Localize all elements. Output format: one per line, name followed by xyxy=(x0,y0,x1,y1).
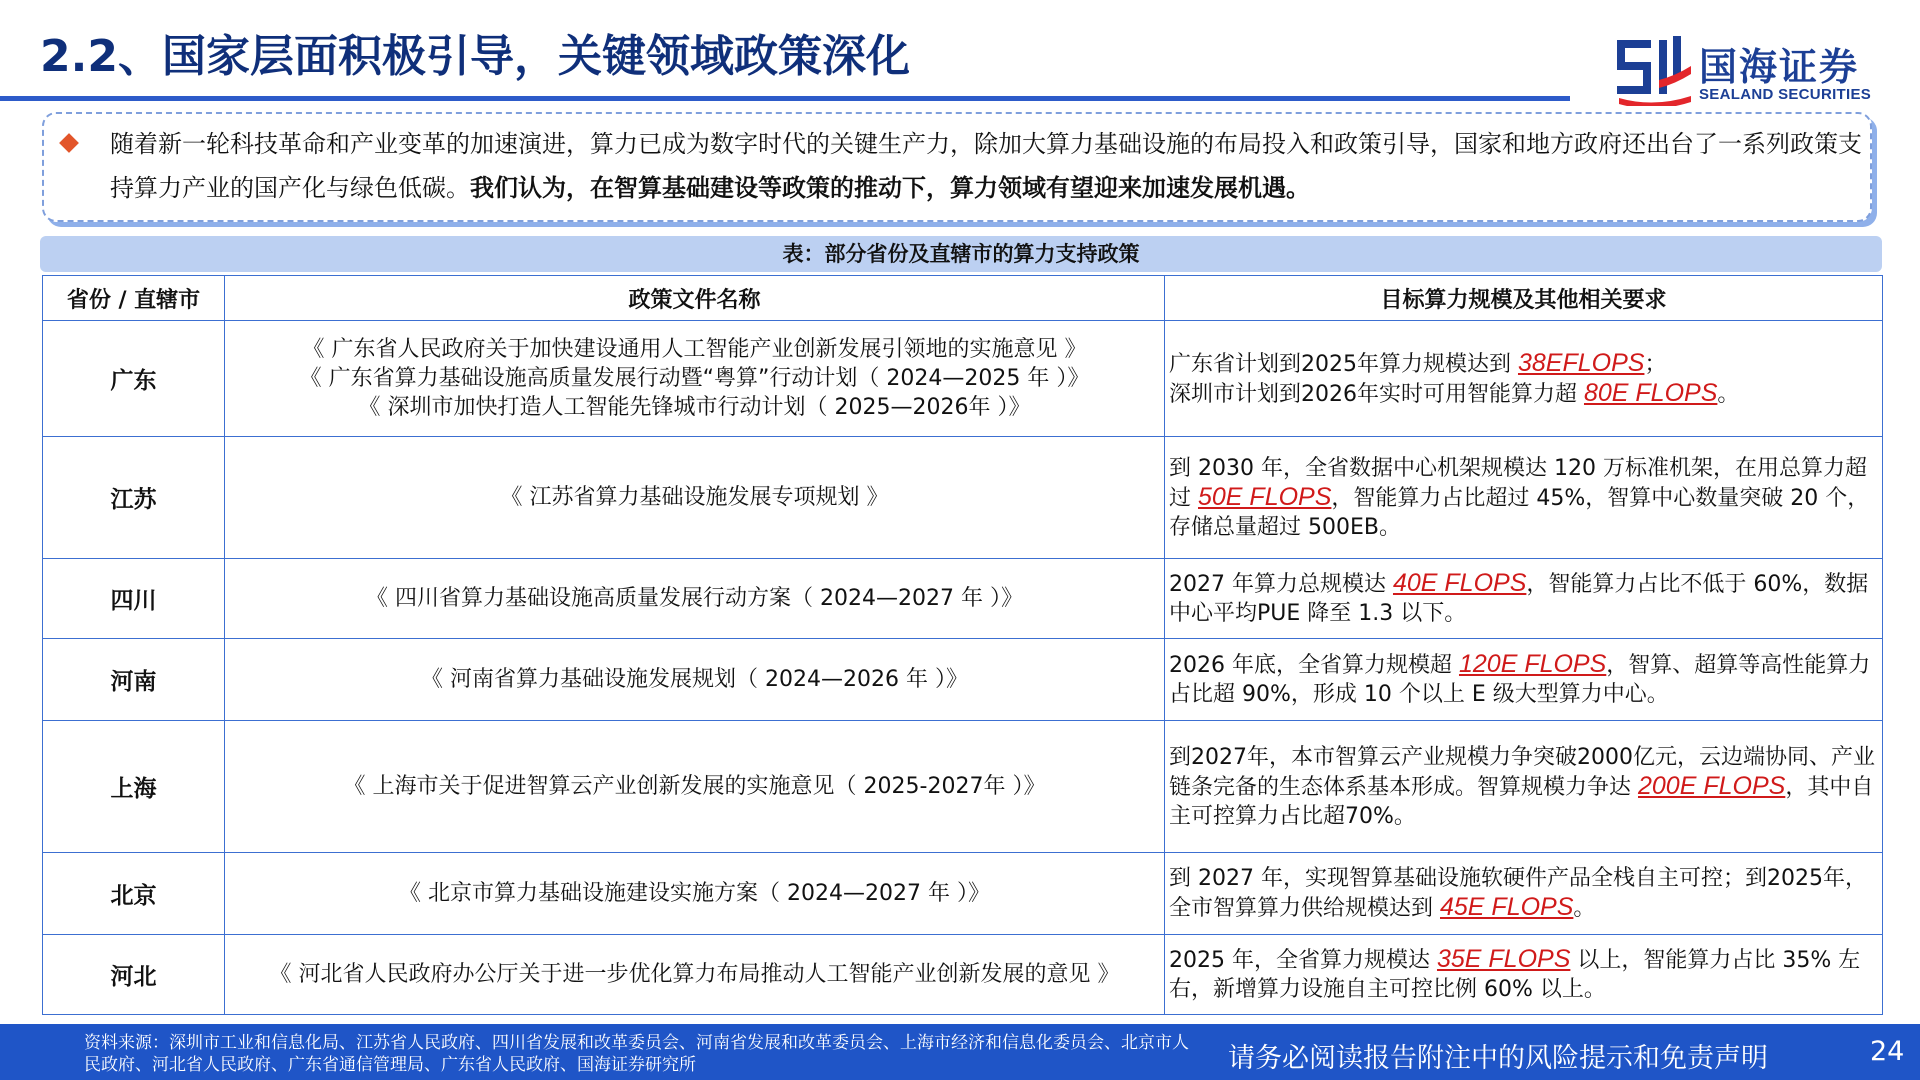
table-row xyxy=(43,721,1883,853)
province-cell: 河南 xyxy=(43,639,225,721)
table-row xyxy=(43,437,1883,559)
company-logo xyxy=(1615,36,1910,106)
footer-disclaimer: 请务必阅读报告附注中的风险提示和免责声明 xyxy=(1228,1043,1768,1074)
document-title: 《 河南省算力基础设施发展规划（ 2024—2026 年 ）》 xyxy=(421,667,968,692)
province-cell: 江苏 xyxy=(43,437,225,559)
document-title: 《 四川省算力基础设施高质量发展行动方案（ 2024—2027 年 ）》 xyxy=(366,586,1023,611)
table-header-row xyxy=(43,276,1883,321)
header-document: 政策文件名称 xyxy=(225,276,1165,321)
document-title: 《 深圳市加快打造人工智能先锋城市行动计划（ 2025—2026年 ）》 xyxy=(358,395,1031,420)
target-line xyxy=(1169,864,1878,923)
target-text: ，智能算力占比不低于 60%，数据中心平均PUE 降至 1.3 以下。 xyxy=(1169,572,1869,626)
document-cell xyxy=(225,853,1165,935)
footer-source: 资料来源：深圳市工业和信息化局、江苏省人民政府、四川省发展和改革委员会、河南省发展和改革委员会、上海市经济和信息化委员会、北京市人民政府、河北省人民政府、广东省通信管理局、广东省人民政府、国海证券研究所 xyxy=(84,1033,1189,1075)
province-cell: 四川 xyxy=(43,559,225,639)
logo-english-name: SEALAND SECURITIES xyxy=(1699,86,1872,103)
target-cell xyxy=(1165,639,1883,721)
target-text: ，智能算力占比超过 45%，智算中心数量突破 20 个，存储总量超过 500EB。 xyxy=(1169,485,1870,540)
target-text: 深圳市计划到2026年实时可用智能算力超 xyxy=(1169,381,1584,407)
target-cell xyxy=(1165,935,1883,1015)
target-highlight: 200E FLOPS xyxy=(1638,771,1786,800)
target-text: 2025 年，全省算力规模达 xyxy=(1169,948,1437,973)
document-cell xyxy=(225,935,1165,1015)
summary-bold: 我们认为，在智算基础建设等政策的推动下，算力领域有望迎来加速发展机遇。 xyxy=(470,174,1310,202)
target-line xyxy=(1169,349,1878,379)
target-line xyxy=(1169,379,1878,409)
document-title: 《 上海市关于促进智算云产业创新发展的实施意见（ 2025-2027年 ）》 xyxy=(343,774,1046,799)
table-row xyxy=(43,559,1883,639)
target-text: 到 2027 年，实现智算基础设施软硬件产品全栈自主可控；到2025年，全市智算算力供给规模达到 xyxy=(1169,866,1867,921)
logo-chinese-name: 国海证券 xyxy=(1699,45,1860,89)
document-cell xyxy=(225,639,1165,721)
target-cell xyxy=(1165,559,1883,639)
title-rule xyxy=(0,96,1570,101)
table-row xyxy=(43,639,1883,721)
target-highlight: 50E FLOPS xyxy=(1198,482,1332,511)
target-line xyxy=(1169,650,1878,709)
target-highlight: 38EFLOPS xyxy=(1517,348,1645,377)
table-row xyxy=(43,853,1883,935)
diamond-bullet-icon xyxy=(59,133,79,153)
province-cell: 广东 xyxy=(43,321,225,437)
page-number: 24 xyxy=(1870,1036,1905,1067)
document-title: 《 河北省人民政府办公厅关于进一步优化算力布局推动人工智能产业创新发展的意见 》 xyxy=(269,962,1120,987)
document-cell xyxy=(225,437,1165,559)
target-text: 广东省计划到2025年算力规模达到 xyxy=(1169,351,1518,377)
table-caption: 表：部分省份及直辖市的算力支持政策 xyxy=(40,236,1882,272)
province-cell: 北京 xyxy=(43,853,225,935)
target-highlight: 45E FLOPS xyxy=(1440,893,1574,921)
document-title: 《 江苏省算力基础设施发展专项规划 》 xyxy=(500,485,889,510)
target-line xyxy=(1169,743,1878,831)
target-text: 到 2030 年，全省数据中心机架规模达 120 万标准机架，在用总算力超过 xyxy=(1169,455,1867,511)
document-cell xyxy=(225,321,1165,437)
document-title: 《 北京市算力基础设施建设实施方案（ 2024—2027 年 ）》 xyxy=(399,881,990,906)
target-text: 到2027年，本市智算云产业规模力争突破2000亿元，云边端协同、产业链条完备的生态体系基本形成。智算规模力争达 xyxy=(1169,744,1875,800)
target-highlight: 35E FLOPS xyxy=(1436,945,1571,973)
target-line xyxy=(1169,945,1878,1004)
table-row xyxy=(43,321,1883,437)
target-text: 。 xyxy=(1717,381,1740,407)
page-title: 2.2、国家层面积极引导，关键领域政策深化 xyxy=(40,31,910,82)
header-province: 省份 / 直辖市 xyxy=(43,276,225,321)
target-text: 2027 年算力总规模达 xyxy=(1169,572,1393,597)
target-highlight: 40E FLOPS xyxy=(1392,569,1527,597)
province-cell: 河北 xyxy=(43,935,225,1015)
sealand-logo-icon xyxy=(1615,36,1693,106)
target-line xyxy=(1169,569,1878,628)
target-cell xyxy=(1165,853,1883,935)
target-cell xyxy=(1165,721,1883,853)
summary-normal: 随着新一轮科技革命和产业变革的加速演进，算力已成为数字时代的关键生产力，除加大算力基础设施的布局投入和政策引导，国家和地方政府还出台了一系列政策支持算力产业的国产化与绿色低碳。 xyxy=(110,130,1862,202)
target-text: ，其中自主可控算力占比超70%。 xyxy=(1169,774,1874,829)
target-text: 以上，智能算力占比 35% 左右，新增算力设施自主可控比例 60% 以上。 xyxy=(1169,948,1861,1002)
province-cell: 上海 xyxy=(43,721,225,853)
header-target: 目标算力规模及其他相关要求 xyxy=(1165,276,1883,321)
document-title: 《 广东省算力基础设施高质量发展行动暨“粤算”行动计划（ 2024—2025 年 ）》 xyxy=(299,366,1090,391)
target-cell xyxy=(1165,321,1883,437)
document-title: 《 广东省人民政府关于加快建设通用人工智能产业创新发展引领地的实施意见 》 xyxy=(302,337,1087,362)
target-text: 。 xyxy=(1573,896,1596,921)
summary-text xyxy=(110,122,1866,210)
target-text: 2026 年底，全省算力规模超 xyxy=(1169,653,1459,678)
summary-box xyxy=(42,112,1872,222)
target-highlight: 80E FLOPS xyxy=(1583,378,1718,407)
target-text: ； xyxy=(1644,351,1667,377)
target-text: ，智算、超算等高性能算力占比超 90%，形成 10 个以上 E 级大型算力中心。 xyxy=(1169,653,1871,707)
target-line xyxy=(1169,454,1878,542)
target-highlight: 120E FLOPS xyxy=(1458,650,1607,678)
target-cell xyxy=(1165,437,1883,559)
document-cell xyxy=(225,721,1165,853)
document-cell xyxy=(225,559,1165,639)
policy-table xyxy=(42,275,1883,1015)
table-row xyxy=(43,935,1883,1015)
